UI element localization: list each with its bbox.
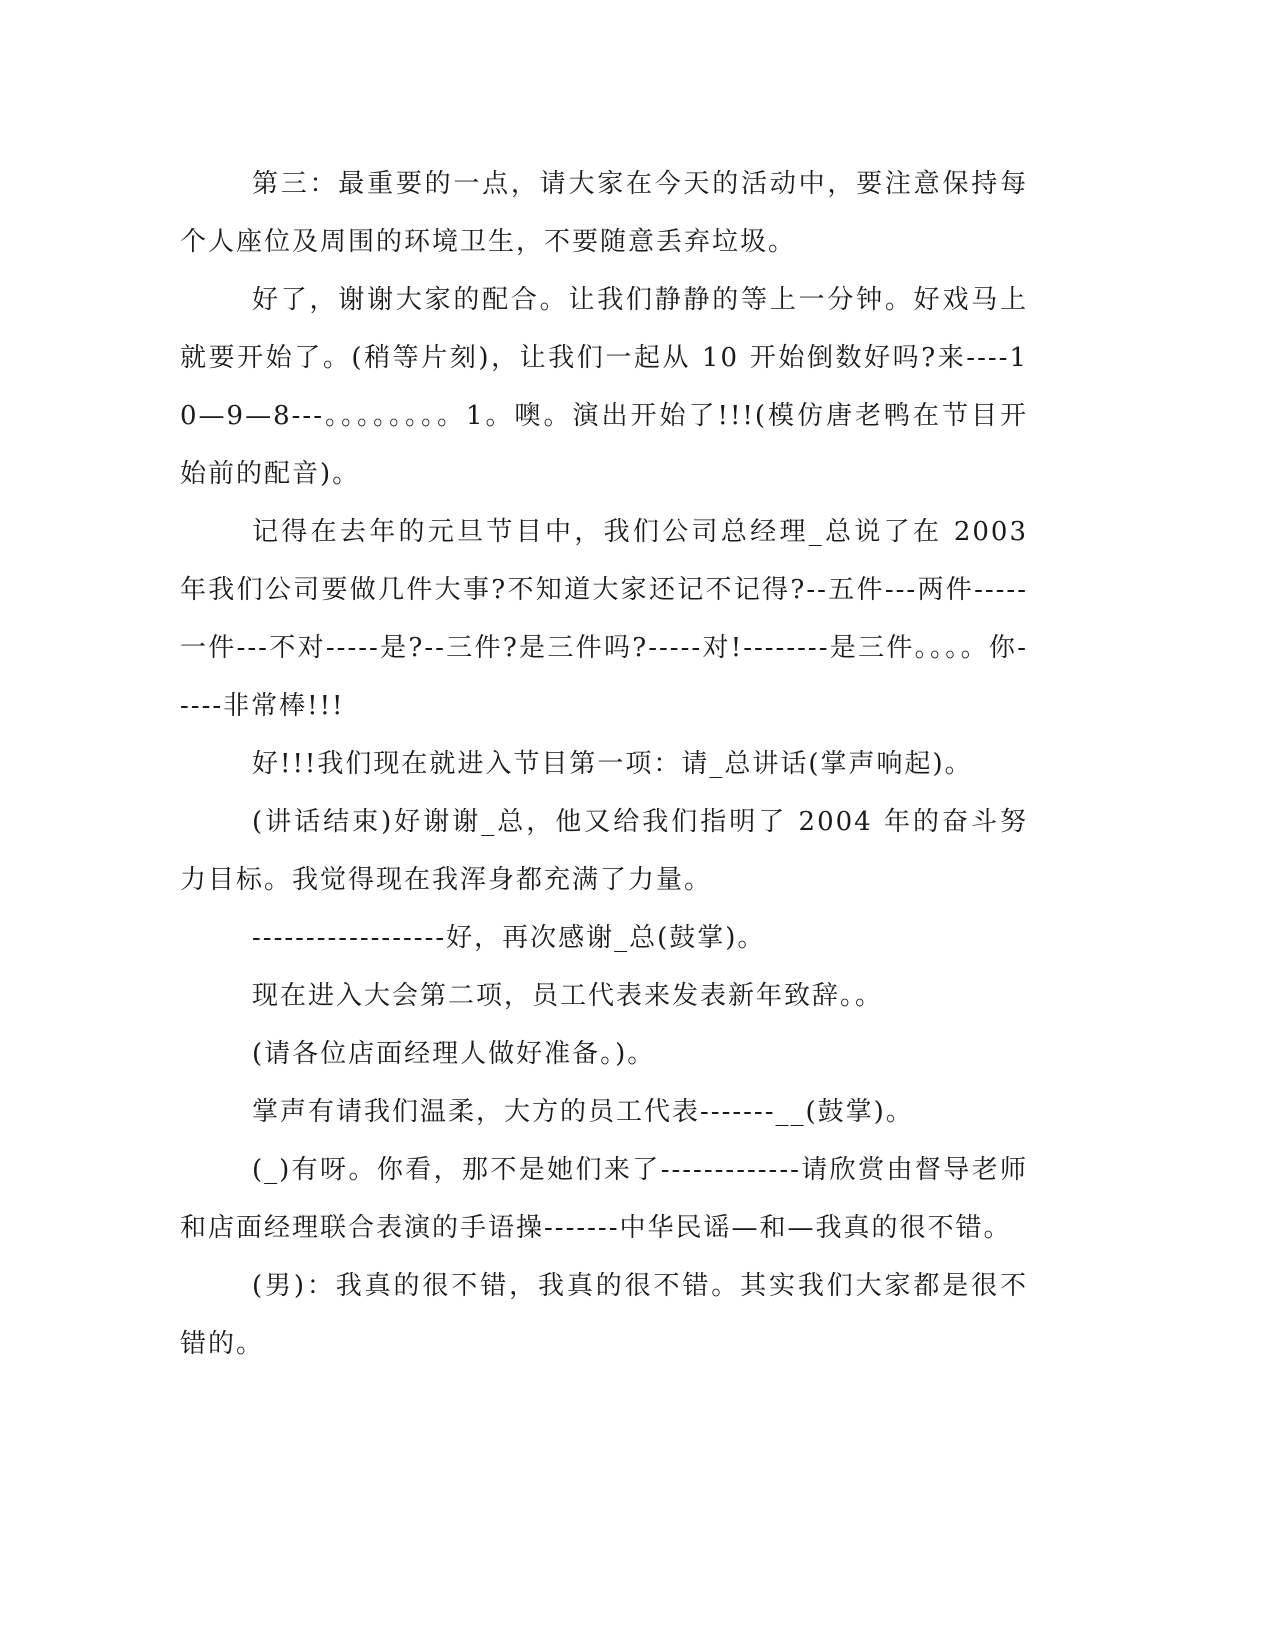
paragraph-9: 掌声有请我们温柔，大方的员工代表-------__(鼓掌)。	[252, 1097, 914, 1127]
paragraph-8: (请各位店面经理人做好准备。)。	[252, 1039, 656, 1069]
paragraph-7: 现在进入大会第二项，员工代表来发表新年致辞。。	[252, 981, 884, 1011]
paragraph-6: ------------------好，再次感谢_总(鼓掌)。	[252, 923, 766, 953]
paragraph-2: 好了，谢谢大家的配合。让我们静静的等上一分钟。好戏马上就要开始了。(稍等片刻)，让我们一起从 10 开始倒数好吗?来----10—9—8---。。。。。。。。1。噢。演出开始了!!!(模仿唐老鸭在节目开始前的配音)。	[180, 285, 1028, 489]
paragraph-1: 第三：最重要的一点，请大家在今天的活动中，要注意保持每个人座位及周围的环境卫生，不要随意丢弃垃圾。	[180, 169, 1028, 257]
paragraph-11: (男)：我真的很不错，我真的很不错。其实我们大家都是很不错的。	[180, 1271, 1028, 1359]
paragraph-3: 记得在去年的元旦节目中，我们公司总经理_总说了在 2003 年我们公司要做几件大事?不知道大家还记不记得?--五件---两件-----一件---不对-----是?--三件?是三件吗?-----对!--------是三件。。。。你-----非常棒!!!	[180, 517, 1028, 721]
paragraph-5: (讲话结束)好谢谢_总，他又给我们指明了 2004 年的奋斗努力目标。我觉得现在我浑身都充满了力量。	[180, 807, 1028, 895]
paragraph-4: 好!!!我们现在就进入节目第一项：请_总讲话(掌声响起)。	[252, 749, 973, 779]
document-body	[180, 155, 1028, 1373]
paragraph-10: (_)有呀。你看，那不是她们来了-------------请欣赏由督导老师和店面经理联合表演的手语操-------中华民谣—和—我真的很不错。	[180, 1155, 1028, 1243]
